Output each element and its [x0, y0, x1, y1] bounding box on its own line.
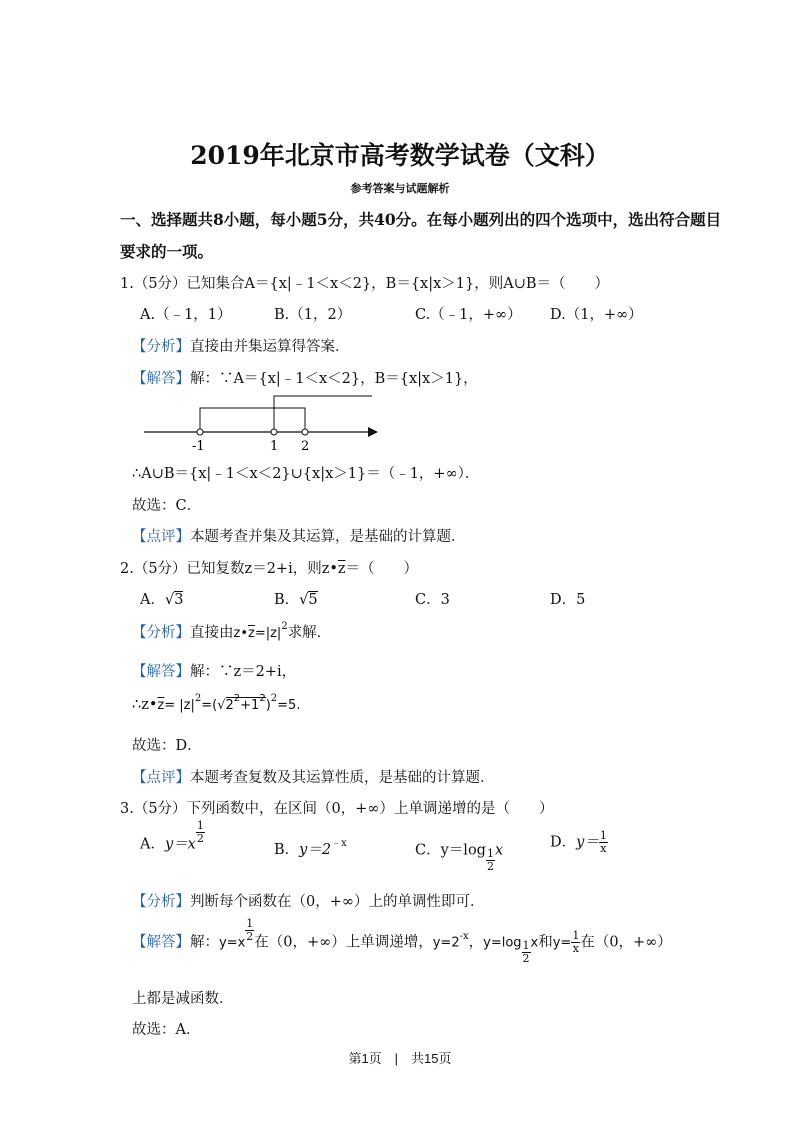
sqrt-symbol: √	[299, 592, 309, 608]
q3-option-b-label: B．	[274, 842, 300, 858]
q2-analysis-pre: 直接由	[190, 625, 234, 641]
q2-option-b	[274, 588, 318, 609]
q2-analysis	[132, 621, 331, 642]
q3-solution-y3-base	[522, 940, 531, 965]
q3-solution-y3: y=log	[483, 935, 522, 951]
q3-option-c-var: x	[494, 842, 504, 859]
q3-option-d-fraction	[599, 830, 608, 855]
q2-analysis-formula-b: =|z|	[254, 626, 282, 641]
q2-solution-tag: 【解答】	[132, 664, 190, 680]
q3-solution-comma: ，	[468, 934, 484, 951]
q1-option-d: D.（1，+∞）	[550, 307, 643, 323]
q1-solution-text: 解：∵A＝{x|﹣1＜x＜2}，B＝{x|x＞1}，	[190, 371, 478, 387]
page-subtitle: 参考答案与试题解析	[350, 182, 450, 195]
tick-label-2: 2	[301, 439, 310, 454]
q3-analysis-text: 判断每个函数在（0，+∞）上的单调性即可．	[190, 894, 485, 910]
q2-solution-text: 解：∵z＝2+i，	[190, 664, 297, 680]
q2-derivation-close: )	[265, 698, 271, 713]
fraction-denominator: x	[600, 842, 607, 855]
q1-analysis-tag: 【分析】	[132, 339, 190, 355]
q2-analysis-tag: 【分析】	[132, 625, 190, 641]
radicand-a: 2	[225, 698, 234, 713]
section-heading-line1: 一、选择题共8小题，每小题5分，共40分。在每小题列出的四个选项中，选出符合题目	[120, 210, 722, 229]
q1-option-a: A.（﹣1，1）	[140, 307, 232, 323]
fraction-denominator: 2	[196, 832, 204, 845]
q3-option-b	[274, 838, 347, 859]
q3-solution-y4-fraction	[571, 930, 580, 955]
q3-option-a-expr: y＝x	[164, 836, 196, 853]
q3-solution	[132, 917, 672, 965]
q3-analysis	[132, 890, 484, 911]
q2-analysis-sup: 2	[281, 621, 288, 632]
q1-solution-tag: 【解答】	[132, 371, 190, 387]
q2-derivation	[132, 693, 301, 713]
q3-solution-tag: 【解答】	[132, 934, 190, 951]
q3-option-d-label: D．	[550, 834, 577, 851]
fraction-denominator: 2	[246, 930, 254, 943]
radicand-a-sup: 2	[233, 693, 241, 704]
radicand-plus: +1	[240, 698, 260, 713]
q3-solution-y1: y=x	[219, 935, 246, 951]
q3-solution-line2: 上都是减函数．	[132, 991, 234, 1007]
q1-comment-text: 本题考查并集及其运算，是基础的计算题．	[190, 529, 466, 545]
q1-stem: 1.（5分）已知集合A＝{x|﹣1＜x＜2}，B＝{x|x＞1}，则A∪B＝（ ）	[120, 276, 610, 292]
q2-derivation-zbar: $\overline{z}$	[157, 698, 165, 713]
q2-derivation-sup2: 2	[270, 693, 278, 704]
q3-option-b-expr: y＝2	[299, 842, 332, 858]
q2-analysis-post: 求解．	[287, 625, 332, 641]
sqrt-symbol: √	[164, 592, 175, 608]
q2-derivation-eq: = |z|	[164, 698, 195, 713]
q1-option-b: B.（1，2）	[274, 307, 352, 323]
section-heading-line2: 要求的一项。	[120, 242, 214, 261]
fraction-numerator: 1	[599, 829, 607, 842]
q3-option-d	[550, 830, 608, 855]
q3-option-a-label: A．	[140, 836, 165, 853]
fraction-numerator: 1	[486, 847, 494, 860]
open-point-1	[271, 429, 277, 435]
q2-option-d: D．5	[550, 592, 586, 608]
q3-solution-y4: y=	[552, 935, 572, 951]
q3-choice: 故选：A．	[132, 1022, 201, 1038]
q1-comment	[132, 525, 466, 546]
q2-option-b-radicand: 5	[308, 592, 318, 608]
q2-option-b-label: B．	[274, 592, 300, 608]
q2-derivation-radicand	[225, 693, 266, 713]
q2-derivation-result: =5.	[277, 698, 301, 713]
q3-solution-mid2: 在（0，+∞）	[580, 934, 672, 951]
q3-option-c	[415, 838, 504, 873]
q1-option-c: C.（﹣1，+∞）	[415, 307, 522, 323]
tick-label-neg1: -1	[192, 439, 205, 454]
q3-analysis-tag: 【分析】	[132, 894, 190, 910]
q1-conclusion: ∴A∪B＝{x|﹣1＜x＜2}∪{x|x＞1}＝（﹣1，+∞）．	[132, 466, 480, 482]
q1-analysis-text: 直接由并集运算得答案．	[190, 339, 350, 355]
q1-choice: 故选：C．	[132, 498, 202, 514]
q1-number-line	[140, 392, 385, 456]
q3-option-d-expr: y＝	[576, 834, 599, 851]
open-point-neg1	[197, 429, 203, 435]
q3-solution-mid1: 在（0，+∞）上单调递增，	[254, 934, 433, 951]
q2-stem	[120, 557, 418, 578]
fraction-numerator: 1	[572, 929, 580, 942]
number-line-arrow	[368, 427, 378, 437]
q3-option-a	[140, 819, 205, 857]
q2-stem-zbar: $\overline{z}$	[337, 561, 346, 577]
q3-solution-and: 和	[538, 934, 553, 951]
q1-solution	[132, 367, 478, 388]
q2-option-a-label: A．	[140, 592, 165, 608]
q3-option-c-label: C．	[415, 842, 441, 859]
set-b-bracket	[274, 396, 372, 432]
fraction-numerator: 1	[196, 819, 204, 832]
q3-solution-pre: 解：	[190, 934, 219, 951]
q2-stem-post: ＝（ ）	[345, 561, 419, 577]
q3-solution-y2-sup: -x	[459, 930, 469, 942]
q2-derivation-sup1: 2	[194, 693, 202, 704]
q2-choice: 故选：D．	[132, 738, 202, 754]
fraction-denominator: x	[572, 942, 579, 955]
q2-comment-tag: 【点评】	[132, 770, 190, 786]
q2-stem-pre: 2.（5分）已知复数z＝2+i，则z•	[120, 561, 338, 577]
q2-analysis-formula-a: z•	[233, 626, 248, 641]
open-point-2	[302, 429, 308, 435]
q3-option-b-sup: ﹣x	[331, 838, 347, 849]
q3-option-c-expr: y＝log	[440, 842, 486, 859]
q3-solution-y1-exponent	[245, 918, 254, 943]
q3-option-a-exponent	[196, 820, 205, 845]
q2-derivation-open: =(	[201, 698, 218, 713]
q2-analysis-formula-zbar: $\overline{z}$	[248, 626, 255, 641]
page-footer: 第1页 | 共15页	[348, 1051, 452, 1066]
fraction-numerator: 1	[522, 939, 530, 952]
q3-option-c-base	[486, 848, 495, 873]
q1-comment-tag: 【点评】	[132, 529, 190, 545]
q2-comment	[132, 766, 495, 787]
q3-solution-y2: y=2	[432, 935, 460, 951]
q2-option-a-radicand: 3	[174, 592, 184, 608]
q2-option-a	[140, 588, 183, 609]
q2-option-c: C．3	[415, 592, 450, 608]
q3-solution-y3-var: x	[530, 935, 539, 951]
tick-label-1: 1	[270, 439, 279, 454]
fraction-numerator: 1	[246, 917, 254, 930]
q2-derivation-pre: ∴z•	[132, 697, 158, 713]
fraction-denominator: 2	[486, 860, 494, 873]
radicand-b-sup: 2	[259, 693, 266, 704]
q3-stem: 3.（5分）下列函数中，在区间（0，+∞）上单调递增的是（ ）	[120, 801, 554, 817]
fraction-denominator: 2	[522, 952, 530, 965]
set-a-bracket	[200, 408, 305, 432]
q2-comment-text: 本题考查复数及其运算性质，是基础的计算题．	[190, 770, 495, 786]
sqrt-symbol: √	[217, 698, 226, 713]
q2-solution	[132, 660, 296, 681]
q1-analysis	[132, 335, 350, 356]
page-title: 2019年北京市高考数学试卷（文科）	[190, 141, 610, 170]
